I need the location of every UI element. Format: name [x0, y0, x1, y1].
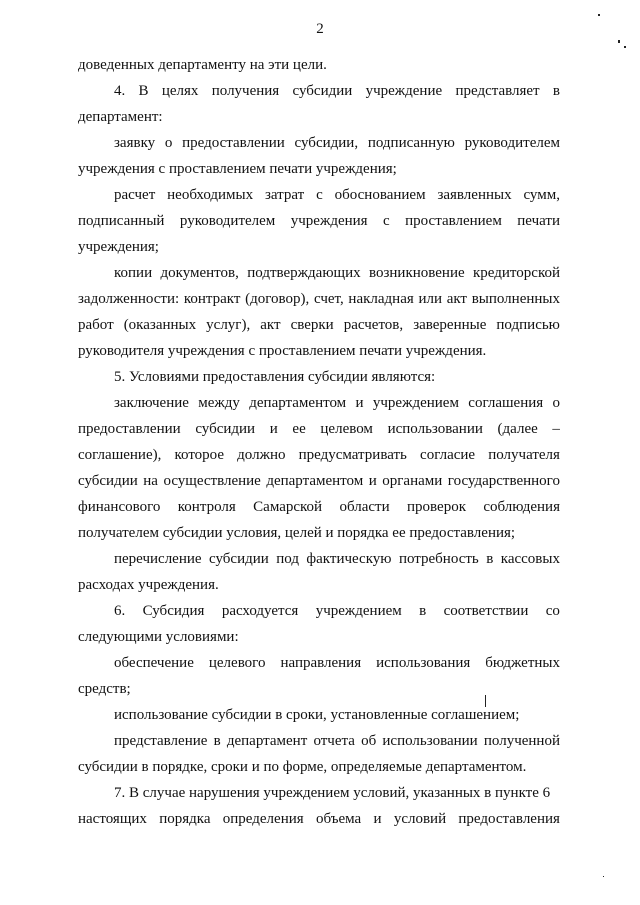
text-word: в: [213, 733, 221, 749]
text-word: области: [339, 499, 390, 515]
text-word: условий: [393, 811, 447, 827]
text-word: работ: [78, 317, 114, 333]
page-number: 2: [316, 21, 324, 37]
text-word: о: [164, 135, 173, 151]
text-word: 7. В случае нарушения учреждением условий, указанных в пункте 6: [114, 785, 551, 801]
text-word: бюджетных: [485, 655, 560, 671]
scan-speck: [598, 14, 600, 16]
text-line: [114, 784, 550, 802]
text-line: [78, 576, 219, 594]
text-word: и: [355, 395, 364, 411]
text-word: Самарской: [253, 499, 323, 515]
text-word: учреждения: [290, 213, 368, 229]
text-word: (оказанных: [123, 317, 197, 333]
text-line: [78, 420, 560, 438]
text-line: [114, 134, 560, 152]
text-word: целевого: [208, 655, 266, 671]
text-line: [78, 238, 159, 256]
text-word: соглашение),: [78, 447, 162, 463]
text-word: необходимых: [167, 187, 254, 203]
text-word: акт: [446, 291, 467, 307]
text-word: учреждением: [372, 395, 459, 411]
text-word: определения: [222, 811, 304, 827]
text-line: [78, 758, 526, 776]
text-word: расчет: [114, 187, 156, 203]
text-word: представление: [114, 733, 208, 749]
text-word: между: [198, 395, 240, 411]
text-word: отчета: [313, 733, 355, 749]
text-word: использовании: [382, 733, 478, 749]
text-word: фактическую: [306, 551, 392, 567]
text-word: предоставлении: [182, 135, 285, 151]
text-word: контроля: [177, 499, 236, 515]
text-word: учреждения;: [78, 239, 159, 255]
text-word: документов,: [160, 265, 239, 281]
text-line: [114, 602, 560, 620]
text-word: –: [552, 421, 560, 437]
scan-speck: [603, 876, 604, 877]
text-word: под: [276, 551, 299, 567]
text-word: соответствии: [443, 603, 529, 619]
text-word: сумм,: [523, 187, 560, 203]
text-word: департаментом: [266, 473, 364, 489]
text-word: расчетов,: [343, 317, 404, 333]
text-line: [78, 342, 486, 360]
text-word: использование субсидии в сроки, установленные соглашением;: [114, 707, 520, 723]
scan-mark-stroke: [485, 695, 486, 707]
text-word: выполненных: [471, 291, 560, 307]
text-line: [114, 82, 560, 100]
text-word: полученной: [483, 733, 560, 749]
text-word: расходуется: [221, 603, 299, 619]
text-word: подписанную: [367, 135, 455, 151]
text-word: акт: [260, 317, 281, 333]
text-word: государственного: [447, 473, 560, 489]
text-word: 4.: [114, 83, 126, 99]
scan-speck: [624, 46, 626, 48]
text-word: обеспечение: [114, 655, 194, 671]
text-word: или: [418, 291, 442, 307]
text-word: предусматривать: [298, 447, 407, 463]
text-word: счет,: [313, 291, 344, 307]
text-word: накладная: [348, 291, 414, 307]
text-word: в: [486, 551, 494, 567]
text-word: доведенных департаменту на эти цели.: [78, 57, 327, 73]
text-line: [78, 56, 327, 74]
text-word: В: [138, 83, 149, 99]
text-word: в: [419, 603, 427, 619]
text-line: [78, 524, 515, 542]
text-word: заявку: [114, 135, 156, 151]
text-word: со: [545, 603, 560, 619]
text-word: с: [383, 213, 390, 229]
text-word: ее: [292, 421, 306, 437]
text-word: субсидии: [195, 421, 256, 437]
text-word: использования: [376, 655, 471, 671]
text-word: учреждение: [365, 83, 443, 99]
text-word: и: [269, 421, 278, 437]
text-word: копии: [114, 265, 153, 281]
text-word: затрат: [264, 187, 305, 203]
text-word: следующими условиями:: [78, 629, 239, 645]
text-word: и: [373, 811, 382, 827]
text-word: печати: [517, 213, 560, 229]
text-word: руководителем: [464, 135, 560, 151]
text-line: [114, 186, 560, 204]
text-word: проставлением: [405, 213, 502, 229]
text-word: с: [316, 187, 323, 203]
text-word: соглашения: [468, 395, 544, 411]
text-word: 5. Условиями предоставления субсидии являются:: [114, 369, 436, 385]
text-word: органами: [382, 473, 443, 489]
text-word: учреждения с проставлением печати учреждения;: [78, 161, 397, 177]
text-line: [78, 472, 560, 490]
text-word: порядка: [159, 811, 211, 827]
text-word: субсидии: [209, 551, 269, 567]
text-word: субсидии в порядке, сроки и по форме, определяемые департаментом.: [78, 759, 527, 775]
text-word: представляет: [455, 83, 540, 99]
text-word: руководителя учреждения с проставлением печати учреждения.: [78, 343, 487, 359]
text-line: [78, 160, 397, 178]
text-word: субсидии: [292, 83, 353, 99]
text-word: задолженности:: [78, 291, 180, 307]
text-word: заявленных: [437, 187, 512, 203]
text-word: на: [143, 473, 158, 489]
text-word: субсидии,: [294, 135, 359, 151]
text-word: перечисление: [114, 551, 202, 567]
text-word: о: [552, 395, 560, 411]
text-word: получения: [211, 83, 280, 99]
text-word: обоснованием: [334, 187, 426, 203]
text-word: учреждением: [315, 603, 402, 619]
text-word: в: [552, 83, 560, 99]
text-word: финансового: [78, 499, 161, 515]
text-line: [78, 316, 560, 334]
text-word: департаментом: [249, 395, 347, 411]
text-word: направления: [280, 655, 362, 671]
text-word: которое: [174, 447, 225, 463]
text-word: об: [361, 733, 377, 749]
text-word: субсидии: [78, 473, 138, 489]
text-word: предоставлении: [78, 421, 181, 437]
text-word: расходах учреждения.: [78, 577, 219, 593]
text-word: кассовых: [500, 551, 560, 567]
text-word: департамент: [226, 733, 308, 749]
text-line: [78, 810, 560, 828]
text-word: (договор),: [245, 291, 310, 307]
text-word: соблюдения: [483, 499, 560, 515]
text-word: потребность: [398, 551, 479, 567]
text-line: [114, 654, 560, 672]
text-word: 6.: [114, 603, 126, 619]
text-word: осуществление: [163, 473, 261, 489]
text-word: настоящих: [78, 811, 147, 827]
text-line: [114, 394, 560, 412]
text-word: Субсидия: [142, 603, 205, 619]
text-word: должно: [237, 447, 286, 463]
text-word: подписью: [496, 317, 560, 333]
text-line: [78, 680, 131, 698]
text-word: проверок: [407, 499, 466, 515]
text-word: согласие: [420, 447, 476, 463]
text-line: [78, 628, 239, 646]
text-word: департамент:: [78, 109, 163, 125]
text-word: и: [368, 473, 377, 489]
text-word: руководителем: [179, 213, 276, 229]
text-line: [78, 212, 560, 230]
text-line: [114, 706, 519, 724]
text-word: контракт: [183, 291, 241, 307]
text-word: получателя: [488, 447, 560, 463]
text-word: средств;: [78, 681, 131, 697]
text-word: услуг),: [206, 317, 251, 333]
text-word: возникновение: [369, 265, 465, 281]
text-line: [78, 446, 560, 464]
text-line: [114, 368, 435, 386]
text-word: предоставления: [458, 811, 560, 827]
text-word: использовании: [387, 421, 483, 437]
text-line: [78, 498, 560, 516]
text-word: целевом: [320, 421, 373, 437]
text-word: сверки: [290, 317, 334, 333]
text-line: [114, 264, 560, 282]
text-line: [78, 290, 560, 308]
text-line: [114, 550, 560, 568]
text-line: [78, 108, 163, 126]
text-word: объема: [315, 811, 362, 827]
text-word: кредиторской: [473, 265, 560, 281]
text-line: [114, 732, 560, 750]
text-word: подтверждающих: [247, 265, 361, 281]
text-word: получателем субсидии условия, целей и порядка ее предоставления;: [78, 525, 516, 541]
text-word: подписанный: [78, 213, 165, 229]
text-word: целях: [161, 83, 199, 99]
text-word: заверенные: [413, 317, 487, 333]
text-word: (далее: [497, 421, 538, 437]
text-word: заключение: [114, 395, 189, 411]
scan-speck: [618, 40, 620, 43]
